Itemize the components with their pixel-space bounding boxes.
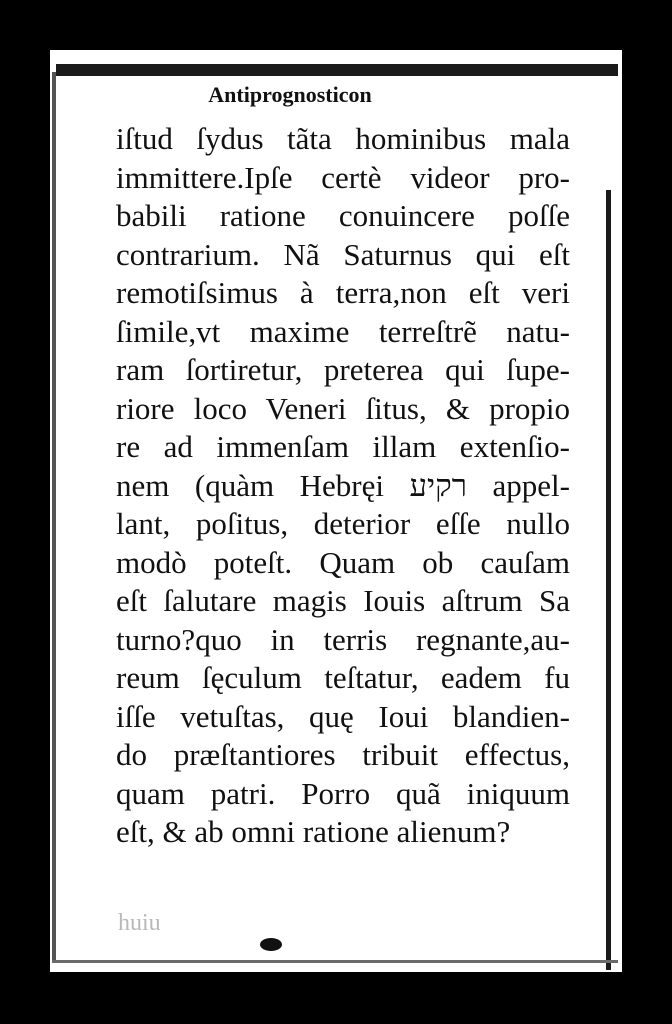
text-line-2: immittere.Ipſe certè videor pro-	[116, 159, 570, 195]
text-line-3: babili ratione conuincere poſſe	[116, 198, 570, 233]
text-line-17: do præſtantiores tribuit effectus,	[116, 737, 570, 772]
text-line-8: riore loco Veneri ſitus, & propio	[116, 390, 570, 426]
text-line-4: contrarium. Nã Saturnus qui eſt	[116, 236, 570, 272]
text-line-19: eſt, & ab omni ratione alienum?	[116, 814, 511, 849]
text-line-5: remotiſsimus à terra,non eſt veri	[116, 275, 570, 310]
left-rule	[52, 72, 56, 962]
book-page	[50, 50, 622, 972]
text-line-7: ram ſortiretur, preterea qui ſupe-	[116, 352, 570, 387]
text-line-10: nem (quàm Hebręi רקיע appel-	[116, 467, 570, 503]
text-line-13: eſt ſalutare magis Iouis aſtrum Sa	[116, 583, 570, 618]
bottom-rule	[52, 960, 618, 963]
text-block	[116, 120, 570, 852]
right-rule	[606, 190, 611, 970]
text-line-1: iſtud ſydus tãta hominibus mala	[116, 121, 570, 156]
top-rule	[56, 64, 618, 76]
text-line-15: reum ſęculum teſtatur, eadem fu	[116, 660, 570, 695]
text-line-6: ſimile,vt maxime terreſtrẽ natu-	[116, 313, 570, 349]
ink-blot	[260, 938, 282, 951]
catchword: huiu	[118, 910, 161, 936]
text-line-9: re ad immenſam illam extenſio-	[116, 429, 570, 464]
running-head: Antiprognosticon	[208, 82, 372, 107]
text-line-11: lant, poſitus, deterior eſſe nullo	[116, 506, 570, 541]
text-line-18: quam patri. Porro quã iniquum	[116, 775, 570, 811]
text-line-16: iſſe vetuſtas, quę Ioui blandien-	[116, 698, 570, 734]
text-line-12: modò poteſt. Quam ob cauſam	[116, 544, 570, 580]
text-line-14: turno?quo in terris regnante,au-	[116, 621, 570, 657]
